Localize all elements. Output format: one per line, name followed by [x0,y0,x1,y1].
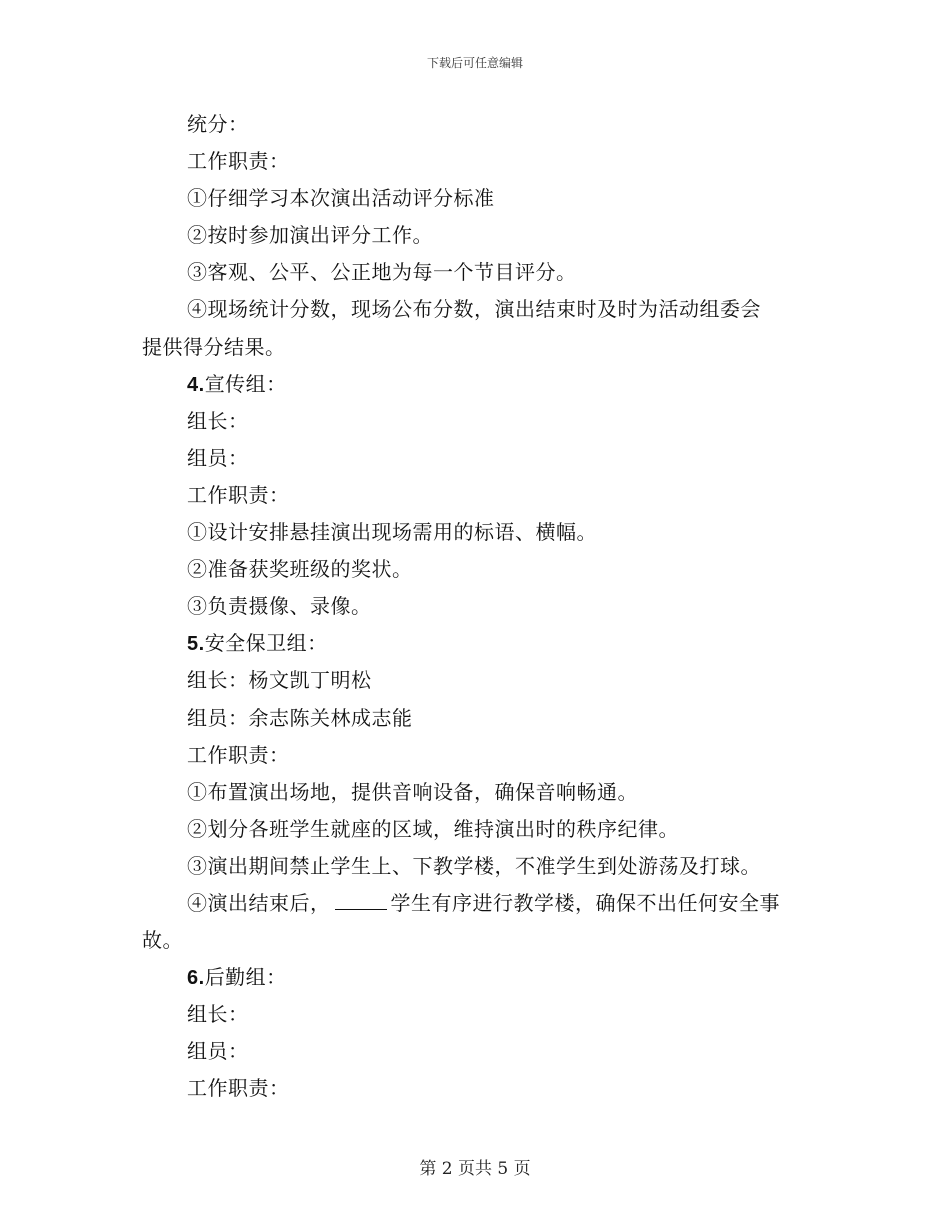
list-item: ①设计安排悬挂演出现场需用的标语、横幅。 [187,520,597,545]
section-number: 4. [187,373,205,396]
paragraph-line: 组员： [187,1039,249,1064]
section-title: 后勤组： [204,965,287,990]
paragraph-line: 组长：杨文凯丁明松 [187,668,372,693]
paragraph-line: 提供得分结果。 [142,334,286,359]
list-item: ③演出期间禁止学生上、下教学楼，不准学生到处游荡及打球。 [187,853,761,878]
list-item: ②按时参加演出评分工作。 [187,223,433,248]
section-heading-6 [142,959,807,996]
fill-in-blank [335,887,387,910]
list-item: ②划分各班学生就座的区域，维持演出时的秩序纪律。 [187,816,679,841]
list-item: ③客观、公平、公正地为每一个节目评分。 [187,260,577,285]
section-heading-4 [142,366,807,403]
paragraph-line: 组长： [187,1002,249,1027]
document-body [142,106,807,1108]
list-item-text: 学生有序进行教学楼，确保不出任何安全事 [390,890,780,915]
list-item: ①仔细学习本次演出活动评分标准 [187,186,495,211]
paragraph-line: 组员： [187,445,249,470]
list-item: ③负责摄像、录像。 [187,594,372,619]
list-item [142,885,807,922]
paragraph-line: 统分： [187,112,249,136]
paragraph-line: 工作职责： [187,742,290,767]
section-number: 5. [187,633,205,656]
paragraph-line: 组长： [187,408,249,433]
list-item: ②准备获奖班级的奖状。 [187,557,413,582]
page-number: 第 2 页共 5 页 [419,1159,531,1179]
list-item: ④现场统计分数，现场公布分数，演出结束时及时为活动组委会 [187,297,761,322]
section-title: 宣传组： [204,371,287,396]
section-title: 安全保卫组： [204,631,328,656]
paragraph-line: 故。 [142,928,183,953]
paragraph-line: 工作职责： [187,482,290,507]
paragraph-line: 工作职责： [187,1076,290,1101]
list-item-text: ④演出结束后， [187,890,331,915]
paragraph-line: 工作职责： [187,149,290,174]
section-heading-5 [142,625,807,662]
header-note: 下载后可任意编辑 [426,56,523,70]
list-item: ①布置演出场地，提供音响设备，确保音响畅通。 [187,779,638,804]
paragraph-line: 组员：余志陈关林成志能 [187,705,413,730]
section-number: 6. [187,967,205,990]
